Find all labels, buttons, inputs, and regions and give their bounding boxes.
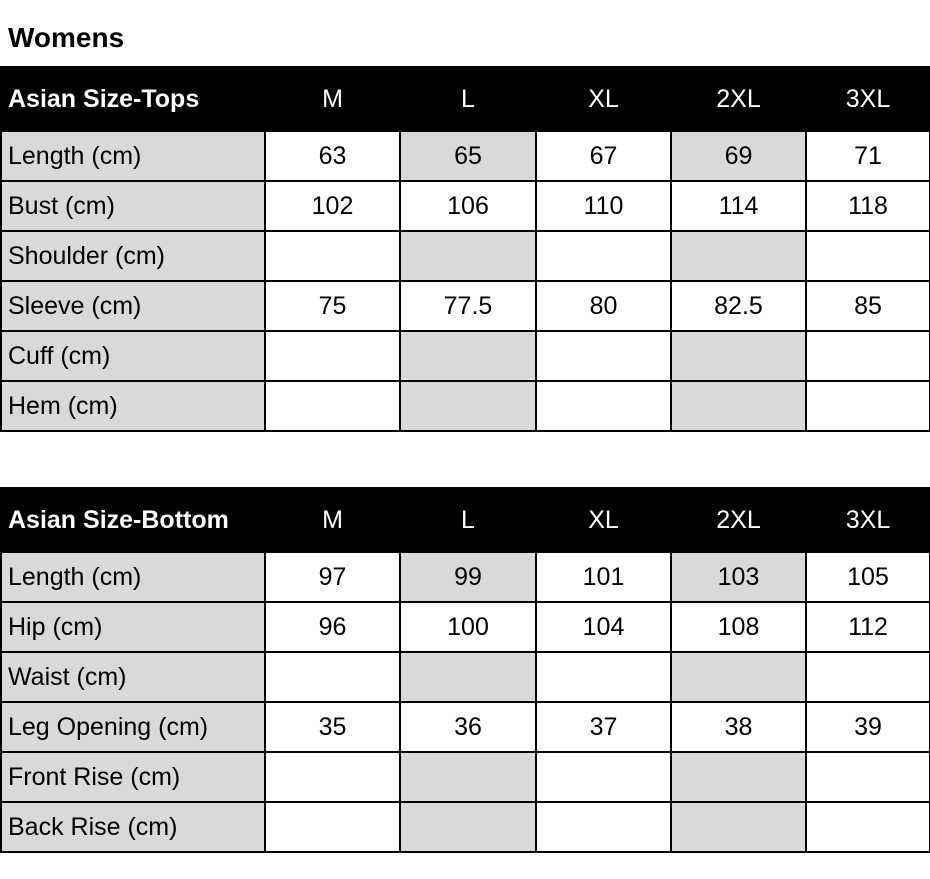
table-cell: [265, 331, 400, 381]
table-cell: 97: [265, 552, 400, 602]
table-cell: [400, 802, 536, 852]
table-cell: 118: [806, 181, 930, 231]
table-cell: [536, 802, 671, 852]
table-cell: [806, 652, 930, 702]
table-cell: [671, 652, 806, 702]
size-header-m: M: [265, 488, 400, 552]
table-cell: [806, 752, 930, 802]
row-label: Sleeve (cm): [1, 281, 265, 331]
table-cell: [265, 381, 400, 431]
size-header-l: L: [400, 488, 536, 552]
table-cell: [400, 752, 536, 802]
row-label: Hem (cm): [1, 381, 265, 431]
table-row: [1, 702, 930, 752]
table-header-row: [1, 488, 930, 552]
table-cell: 112: [806, 602, 930, 652]
table-cell: 67: [536, 131, 671, 181]
table-title: Asian Size-Tops: [1, 67, 265, 131]
table-cell: 99: [400, 552, 536, 602]
table-cell: 80: [536, 281, 671, 331]
table-cell: 100: [400, 602, 536, 652]
row-label: Cuff (cm): [1, 331, 265, 381]
row-label: Leg Opening (cm): [1, 702, 265, 752]
table-row: [1, 231, 930, 281]
size-header-3xl: 3XL: [806, 67, 930, 131]
table-cell: 36: [400, 702, 536, 752]
table-cell: 85: [806, 281, 930, 331]
table-row: [1, 752, 930, 802]
table-cell: 110: [536, 181, 671, 231]
table-cell: 37: [536, 702, 671, 752]
table-cell: 108: [671, 602, 806, 652]
table-cell: [265, 231, 400, 281]
table-row: [1, 802, 930, 852]
table-cell: [265, 802, 400, 852]
table-cell: 65: [400, 131, 536, 181]
bottom-size-table: [0, 487, 930, 853]
table-row: [1, 602, 930, 652]
row-label: Hip (cm): [1, 602, 265, 652]
table-row: [1, 181, 930, 231]
row-label: Waist (cm): [1, 652, 265, 702]
table-cell: [806, 231, 930, 281]
table-cell: [671, 331, 806, 381]
size-header-2xl: 2XL: [671, 67, 806, 131]
table-cell: 106: [400, 181, 536, 231]
table-cell: [400, 231, 536, 281]
table-cell: [265, 752, 400, 802]
size-header-xl: XL: [536, 67, 671, 131]
table-cell: 82.5: [671, 281, 806, 331]
table-cell: 103: [671, 552, 806, 602]
table-cell: 114: [671, 181, 806, 231]
size-header-l: L: [400, 67, 536, 131]
row-label: Length (cm): [1, 131, 265, 181]
table-cell: [806, 802, 930, 852]
tops-size-table: [0, 66, 930, 432]
table-cell: [671, 231, 806, 281]
table-cell: 77.5: [400, 281, 536, 331]
table-cell: [536, 231, 671, 281]
table-cell: 102: [265, 181, 400, 231]
table-cell: 101: [536, 552, 671, 602]
row-label: Front Rise (cm): [1, 752, 265, 802]
table-row: [1, 131, 930, 181]
table-cell: [671, 752, 806, 802]
table-cell: [806, 381, 930, 431]
table-cell: 35: [265, 702, 400, 752]
table-cell: 69: [671, 131, 806, 181]
table-row: [1, 381, 930, 431]
page-heading: Womens: [8, 22, 125, 53]
table-cell: [400, 652, 536, 702]
table-cell: 105: [806, 552, 930, 602]
size-header-3xl: 3XL: [806, 488, 930, 552]
table-cell: [536, 652, 671, 702]
row-label: Shoulder (cm): [1, 231, 265, 281]
table-cell: [400, 381, 536, 431]
size-header-xl: XL: [536, 488, 671, 552]
table-cell: 96: [265, 602, 400, 652]
row-label: Bust (cm): [1, 181, 265, 231]
table-cell: [671, 381, 806, 431]
table-cell: 39: [806, 702, 930, 752]
table-cell: [806, 331, 930, 381]
table-row: [1, 331, 930, 381]
table-cell: [536, 381, 671, 431]
table-row: [1, 652, 930, 702]
table-title: Asian Size-Bottom: [1, 488, 265, 552]
table-cell: 75: [265, 281, 400, 331]
table-cell: [400, 331, 536, 381]
table-cell: 71: [806, 131, 930, 181]
table-cell: [536, 752, 671, 802]
table-cell: [536, 331, 671, 381]
table-cell: [265, 652, 400, 702]
size-header-2xl: 2XL: [671, 488, 806, 552]
table-header-row: [1, 67, 930, 131]
row-label: Back Rise (cm): [1, 802, 265, 852]
table-cell: 104: [536, 602, 671, 652]
table-cell: [671, 802, 806, 852]
table-cell: 38: [671, 702, 806, 752]
size-header-m: M: [265, 67, 400, 131]
table-cell: 63: [265, 131, 400, 181]
table-row: [1, 552, 930, 602]
table-row: [1, 281, 930, 331]
row-label: Length (cm): [1, 552, 265, 602]
